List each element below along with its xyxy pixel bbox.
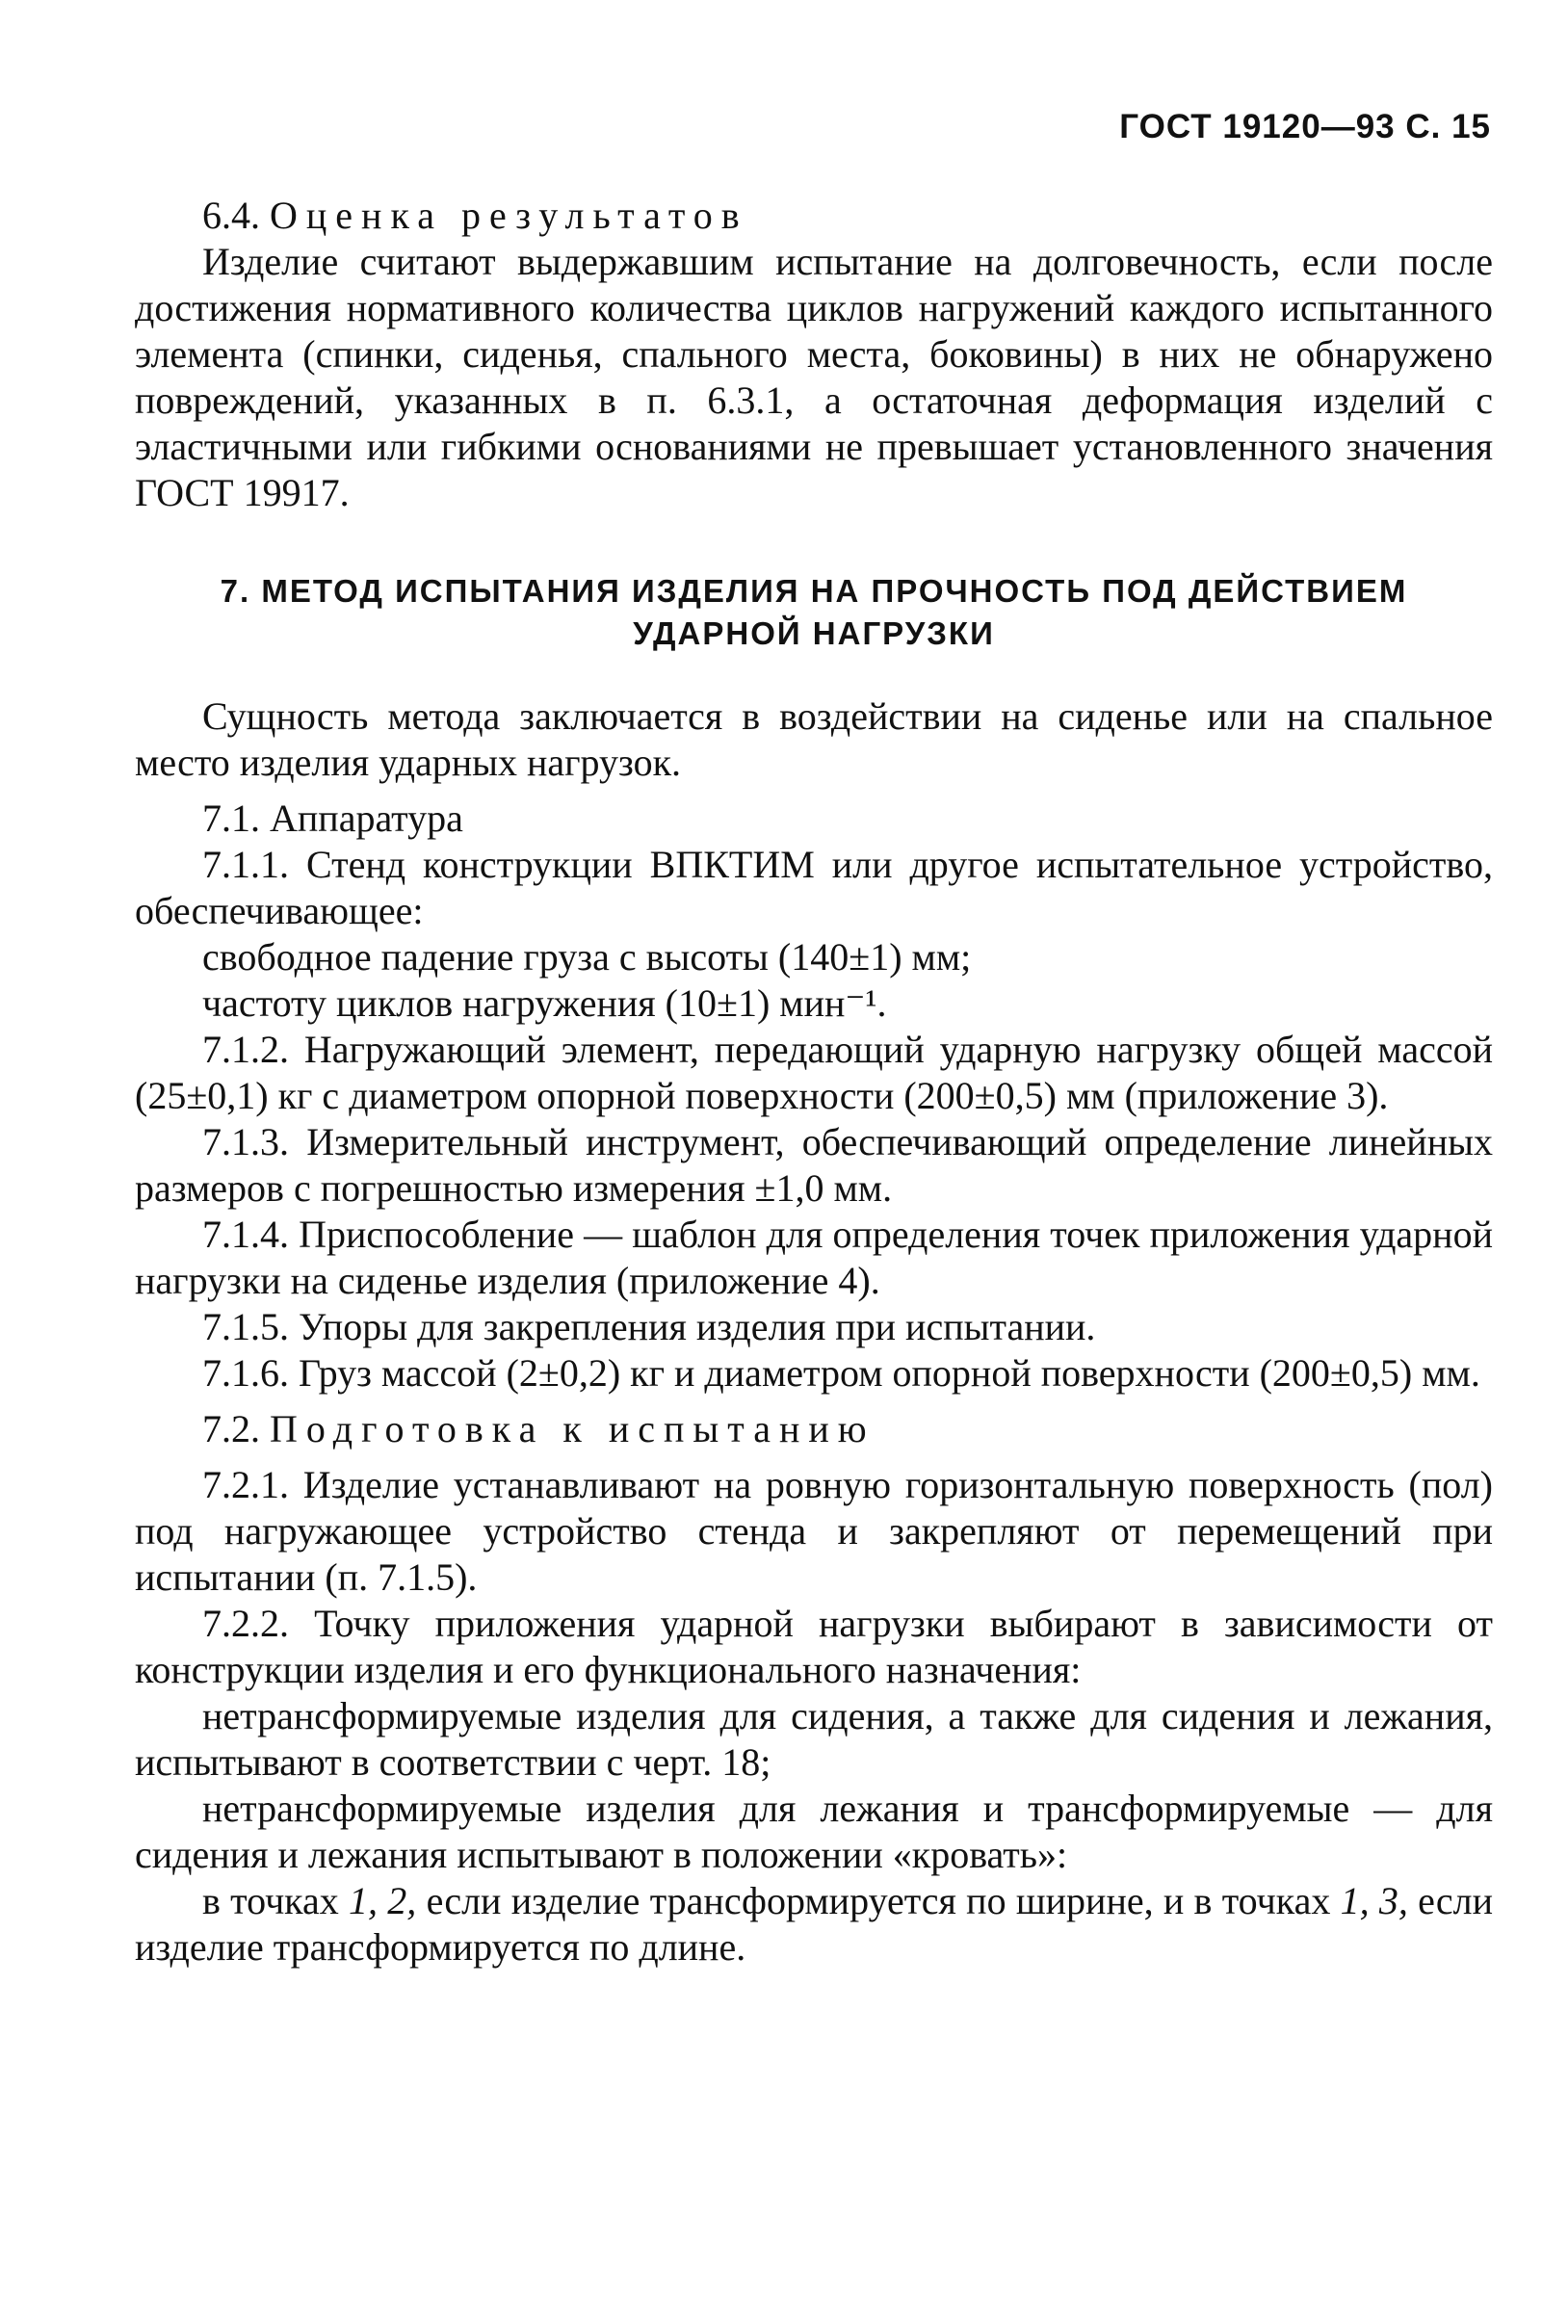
section-7-intro: Сущность метода заключается в воздействии на сиденье или на спальное место изделия ударных нагрузок. [135, 694, 1493, 784]
clause-7-1-1-item-a: свободное падение груза с высоты (140±1) мм; [202, 935, 972, 979]
clause-7-1-1: 7.1.1. Стенд конструкции ВПКТИМ или другое испытательное устройство, обеспечивающее: [135, 843, 1493, 932]
clause-7-1-6: 7.1.6. Груз массой (2±0,2) кг и диаметром опорной поверхности (200±0,5) мм. [202, 1351, 1480, 1395]
clause-7-2-2-item-b: нетрансформируемые изделия для лежания и трансформируемые — для сидения и лежания испытывают в положении «кровать»: [135, 1787, 1493, 1876]
section-6-4-paragraph: Изделие считают выдержавшим испытание на долговечность, если после достижения нормативного количества циклов нагружений каждого испытанного элемента (спинки, сиденья, спального места, боковины) в них не обнаружено повреждений, указанных в п. 6.3.1, а остаточная деформация изделий с эластичными или гибкими основаниями не превышает установленного значения ГОСТ 19917. [135, 240, 1493, 514]
section-7-title-line2: УДАРНОЙ НАГРУЗКИ [633, 615, 995, 651]
clause-7-1-5: 7.1.5. Упоры для закрепления изделия при испытании. [202, 1305, 1096, 1348]
page-body [135, 193, 1493, 1971]
running-head: ГОСТ 19120—93 С. 15 [1119, 108, 1491, 145]
clause-7-2-2: 7.2.2. Точку приложения ударной нагрузки выбирают в зависимости от конструкции изделия и его функционального назначения: [135, 1602, 1493, 1691]
section-6-4-title: Оценка результатов [270, 194, 748, 237]
clause-7-2-2-item-c-part1: в точках [202, 1879, 350, 1922]
clause-7-1-4: 7.1.4. Приспособление — шаблон для определения точек приложения ударной нагрузки на сиденье изделия (приложение 4). [135, 1213, 1493, 1302]
section-7-2-number: 7.2. [202, 1407, 260, 1450]
section-7-2-heading [135, 1406, 1493, 1452]
section-7-title-line1: 7. МЕТОД ИСПЫТАНИЯ ИЗДЕЛИЯ НА ПРОЧНОСТЬ ПОД ДЕЙСТВИЕМ [220, 573, 1408, 609]
points-1-2: 1, 2, [349, 1879, 417, 1922]
section-7-title [135, 570, 1493, 655]
clause-7-2-2-item-a: нетрансформируемые изделия для сидения, а также для сидения и лежания, испытывают в соответствии с черт. 18; [135, 1694, 1493, 1784]
points-1-3: 1, 3, [1340, 1879, 1408, 1922]
clause-7-2-2-item-c [135, 1878, 1493, 1971]
clause-7-1-2: 7.1.2. Нагружающий элемент, передающий ударную нагрузку общей массой (25±0,1) кг с диаметром опорной поверхности (200±0,5) мм (приложение 3). [135, 1028, 1493, 1117]
clause-7-1-3: 7.1.3. Измерительный инструмент, обеспечивающий определение линейных размеров с погрешностью измерения ±1,0 мм. [135, 1120, 1493, 1210]
section-7-1-heading: 7.1. Аппаратура [202, 796, 463, 840]
section-7-2-title: Подготовка к испытанию [270, 1407, 875, 1450]
section-6-4-number: 6.4. [202, 194, 260, 237]
clause-7-2-2-item-c-part2: если изделие трансформируется по ширине, и в точках [416, 1879, 1341, 1922]
clause-7-2-2-item-c-part3: если изделие трансформируется по длине. [135, 1879, 1493, 1969]
clause-7-2-1: 7.2.1. Изделие устанавливают на ровную горизонтальную поверхность (пол) под нагружающее устройство стенда и закрепляют от перемещений при испытании (п. 7.1.5). [135, 1463, 1493, 1599]
section-6-4-heading [135, 193, 1493, 239]
clause-7-1-1-item-b: частоту циклов нагружения (10±1) мин⁻¹. [202, 981, 887, 1025]
